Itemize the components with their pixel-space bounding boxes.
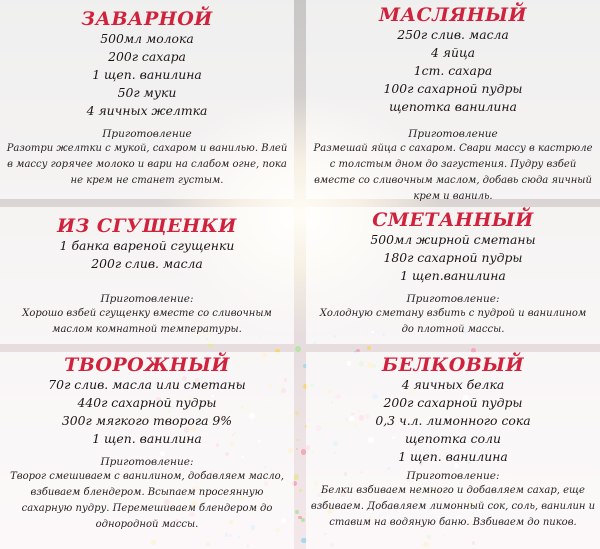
sprinkle-dot (296, 439, 298, 441)
preparation-text: Белки взбиваем немного и добавляем сахар, еще взбиваем. Добавляем лимонный сок, соль, ванилин и ставим на водяную баню. Взбиваем до пиков. (310, 485, 596, 528)
recipe-card-belkovy (306, 352, 600, 549)
ingredient-item: 4 яйца (430, 45, 476, 60)
ingredient-list (306, 26, 600, 116)
recipe-title: БЕЛКОВЫЙ (381, 354, 525, 376)
ingredient-list (306, 376, 600, 466)
preparation-heading: Приготовление: (406, 470, 500, 482)
ingredient-item: 4 яичных желтка (86, 103, 208, 118)
sprinkle-dot (296, 448, 298, 450)
ingredient-list (0, 376, 294, 448)
ingredient-item: 4 яичных белка (401, 377, 505, 392)
recipe-title: ЗАВАРНОЙ (81, 8, 213, 30)
sprinkle-dot (295, 346, 301, 352)
ingredient-item: 1 щеп. ванилина (92, 67, 202, 82)
sprinkle-dot (299, 489, 302, 492)
ingredient-list (0, 237, 294, 273)
ingredient-item: 500мл молока (100, 31, 194, 46)
preparation-text: Творог смешиваем с ванилином, добавляем масло, взбиваем блендером. Всыпаем просеянную сахарную пудру. Перемешиваем блендером до однородной массы. (10, 471, 284, 530)
ingredient-item: 1 щеп.ванилина (400, 268, 506, 283)
recipe-card-smetanny (306, 207, 600, 344)
preparation-text: Холодную сметану взбить с пудрой и ванилином до плотной массы. (319, 308, 587, 335)
ingredient-list (306, 231, 600, 285)
ingredient-item: 440г сахарной пудры (77, 395, 217, 410)
ingredient-item: щепотка ванилина (389, 99, 517, 114)
ingredient-item: 1 щеп. ванилина (398, 449, 508, 464)
preparation-heading: Приготовление (102, 128, 192, 140)
preparation-text: Хорошо взбей сгущенку вместе со сливочным маслом комнатной температуры. (22, 308, 272, 335)
sprinkle-dot (295, 411, 299, 415)
ingredient-item: 180г сахарной пудры (383, 250, 523, 265)
ingredient-item: 0,3 ч.л. лимонного сока (375, 413, 531, 428)
sprinkle-dot (295, 510, 299, 514)
preparation-text: Разотри желтки с мукой, сахаром и ванилью. Влей в массу горячее молоко и вари на слабом огне, пока не крем не станет густым. (6, 143, 288, 186)
ingredient-item: 200г сахарной пудры (383, 395, 523, 410)
ingredient-item: 50г муки (117, 85, 177, 100)
recipe-title: МАСЛЯНЫЙ (379, 4, 527, 26)
preparation-heading: Приготовление: (100, 293, 194, 305)
sprinkle-dot (367, 346, 371, 350)
ingredient-item: 1 банка вареной сгущенки (59, 238, 235, 253)
ingredient-item: 1 щеп. ванилина (92, 431, 202, 446)
preparation-text: Размешай яйца с сахаром. Свари массу в кастрюле с толстым дном до загустения. Пудру взбей вместе со сливочным маслом, добавь сюда яичный крем и ваниль. (313, 143, 593, 202)
preparation-heading: Приготовление (408, 128, 498, 140)
recipe-card-zavarnoy (0, 0, 294, 199)
ingredient-item: 300г мягкого творога 9% (61, 413, 233, 428)
preparation-heading: Приготовление: (100, 456, 194, 468)
recipe-title: ТВОРОЖНЫЙ (64, 354, 230, 376)
ingredient-item: 200г сахара (108, 49, 186, 64)
recipe-card-tvorozhny (0, 352, 294, 549)
recipe-card-iz-sgushchenki (0, 207, 294, 344)
ingredient-item: 500мл жирной сметаны (370, 232, 536, 247)
preparation-heading: Приготовление: (406, 293, 500, 305)
ingredient-item: 1ст. сахара (413, 63, 493, 78)
ingredient-list (0, 30, 294, 120)
ingredient-item: 250г слив. масла (397, 27, 509, 42)
ingredient-item: 70г слив. масла или сметаны (48, 377, 246, 392)
recipe-title: СМЕТАННЫЙ (372, 209, 534, 231)
recipe-card-maslyany (306, 0, 600, 202)
recipe-title: ИЗ СГУЩЕНКИ (57, 215, 237, 237)
ingredient-item: 200г слив. масла (91, 256, 203, 271)
ingredient-item: 100г сахарной пудры (383, 81, 523, 96)
ingredient-item: щепотка соли (405, 431, 501, 446)
